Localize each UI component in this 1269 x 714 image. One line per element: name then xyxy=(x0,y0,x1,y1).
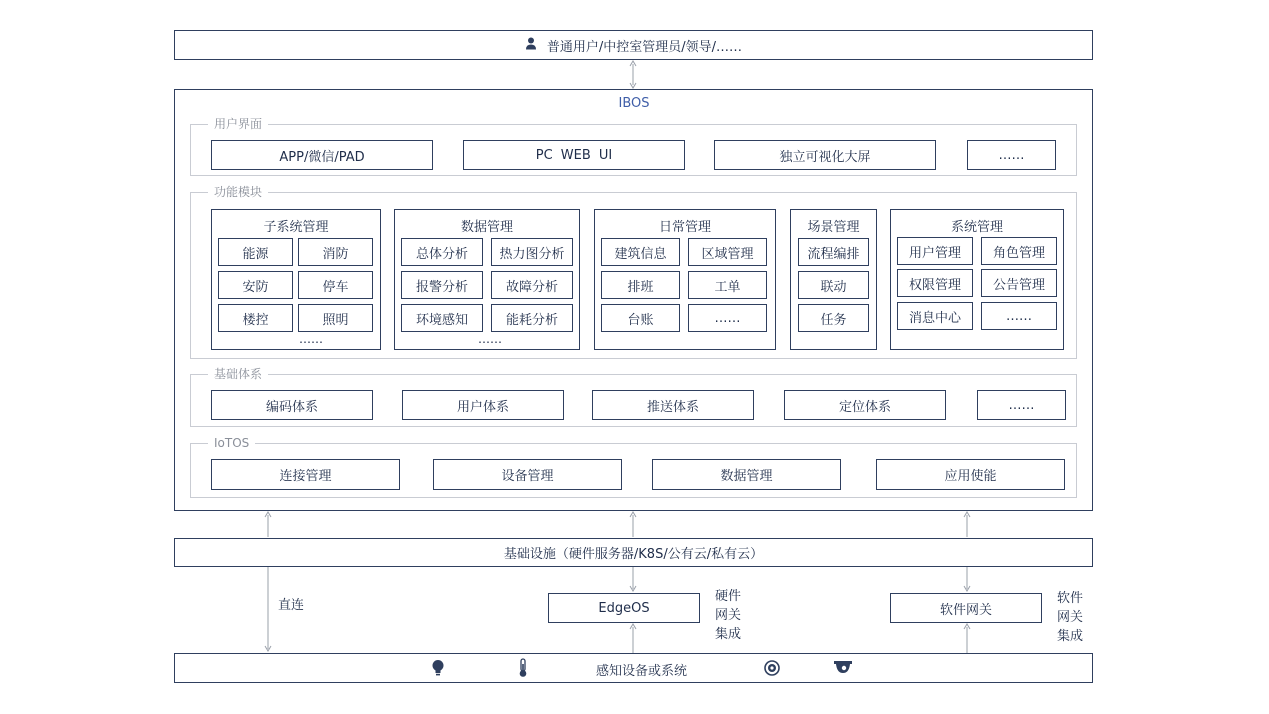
module-scene-title: 场景管理 xyxy=(807,220,860,235)
func-section-label: 功能模块 xyxy=(208,185,268,199)
users-ibos-arrow xyxy=(627,60,639,89)
module-data-cell: 报警分析 xyxy=(401,271,483,299)
iotos-item-connection: 连接管理 xyxy=(211,459,400,490)
ui-item-pc-web: PC WEB UI xyxy=(463,140,685,170)
module-data-cell: 环境感知 xyxy=(401,304,483,332)
module-data-cell: 热力图分析 xyxy=(491,238,573,266)
base-item-coding: 编码体系 xyxy=(211,390,373,420)
base-item-more: …… xyxy=(977,390,1066,420)
module-subsystem-cell: 能源 xyxy=(218,238,293,266)
module-scene-cell: 任务 xyxy=(798,304,869,332)
module-scene-cell: 联动 xyxy=(798,271,869,299)
ui-item-app: APP/微信/PAD xyxy=(211,140,433,170)
module-data-cell: 故障分析 xyxy=(491,271,573,299)
base-item-push: 推送体系 xyxy=(592,390,754,420)
module-daily-cell: …… xyxy=(688,304,767,332)
ui-item-more: …… xyxy=(967,140,1056,170)
camera-icon xyxy=(833,660,853,679)
softgw-bottom-arrow xyxy=(961,623,973,653)
base-item-location: 定位体系 xyxy=(784,390,946,420)
module-data-more: …… xyxy=(478,332,502,346)
module-subsystem-cell: 楼控 xyxy=(218,304,293,332)
ibos-infra-arrow-mid xyxy=(627,511,639,538)
user-icon xyxy=(525,37,537,54)
iotos-item-device: 设备管理 xyxy=(433,459,622,490)
edgeos-box: EdgeOS xyxy=(548,593,700,623)
edgeos-side-line: 硬件 xyxy=(715,589,742,604)
thermometer-icon xyxy=(518,658,528,682)
iotos-item-data: 数据管理 xyxy=(652,459,841,490)
module-subsystem-more: …… xyxy=(299,332,323,346)
module-data-title: 数据管理 xyxy=(460,220,513,235)
direct-connect-line xyxy=(262,567,274,653)
smoke-detector-icon xyxy=(764,660,780,680)
soft-gateway-side-line: 网关 xyxy=(1057,610,1084,625)
ibos-title: IBOS xyxy=(618,96,650,111)
module-system-title: 系统管理 xyxy=(950,220,1003,235)
module-system-cell: 公告管理 xyxy=(981,269,1057,297)
iotos-item-app-enable: 应用使能 xyxy=(876,459,1065,490)
soft-gateway-side-line: 集成 xyxy=(1057,629,1084,644)
module-system-cell: 角色管理 xyxy=(981,237,1057,265)
module-subsystem-title: 子系统管理 xyxy=(263,220,329,235)
module-subsystem-cell: 消防 xyxy=(298,238,373,266)
module-daily-cell: 台账 xyxy=(601,304,680,332)
base-item-user: 用户体系 xyxy=(402,390,564,420)
module-daily-cell: 区域管理 xyxy=(688,238,767,266)
module-scene-cell: 流程编排 xyxy=(798,238,869,266)
module-system-cell: 消息中心 xyxy=(897,302,973,330)
edgeos-side-label xyxy=(715,587,741,644)
infra-softgw-arrow xyxy=(961,567,973,593)
users-bar xyxy=(174,30,1093,60)
module-data-cell: 能耗分析 xyxy=(491,304,573,332)
iotos-section-label: IoTOS xyxy=(208,436,255,450)
module-daily-cell: 建筑信息 xyxy=(601,238,680,266)
module-system-cell: 用户管理 xyxy=(897,237,973,265)
ui-section-label: 用户界面 xyxy=(208,117,268,131)
infra-bar: 基础设施（硬件服务器/K8S/公有云/私有云） xyxy=(174,538,1093,567)
edgeos-side-line: 网关 xyxy=(715,608,742,623)
light-bulb-icon xyxy=(431,659,445,681)
module-data-cell: 总体分析 xyxy=(401,238,483,266)
module-daily-cell: 排班 xyxy=(601,271,680,299)
module-daily-title: 日常管理 xyxy=(658,220,711,235)
edgeos-side-line: 集成 xyxy=(715,627,742,642)
ui-item-big-screen: 独立可视化大屏 xyxy=(714,140,936,170)
module-subsystem-cell: 照明 xyxy=(298,304,373,332)
ibos-infra-arrow-left xyxy=(262,511,274,538)
module-system-cell: 权限管理 xyxy=(897,269,973,297)
base-section-label: 基础体系 xyxy=(208,367,268,381)
module-subsystem-cell: 停车 xyxy=(298,271,373,299)
soft-gateway-side-line: 软件 xyxy=(1057,591,1084,606)
soft-gateway-box: 软件网关 xyxy=(890,593,1042,623)
direct-connect-label: 直连 xyxy=(278,598,305,613)
module-subsystem-cell: 安防 xyxy=(218,271,293,299)
users-label: 普通用户/中控室管理员/领导/…… xyxy=(546,39,743,55)
module-system-cell: …… xyxy=(981,302,1057,330)
devices-label: 感知设备或系统 xyxy=(596,664,688,679)
edgeos-bottom-arrow xyxy=(627,623,639,653)
infra-edgeos-arrow xyxy=(627,567,639,593)
ibos-infra-arrow-right xyxy=(961,511,973,538)
module-daily-cell: 工单 xyxy=(688,271,767,299)
soft-gateway-side-label xyxy=(1057,589,1083,646)
